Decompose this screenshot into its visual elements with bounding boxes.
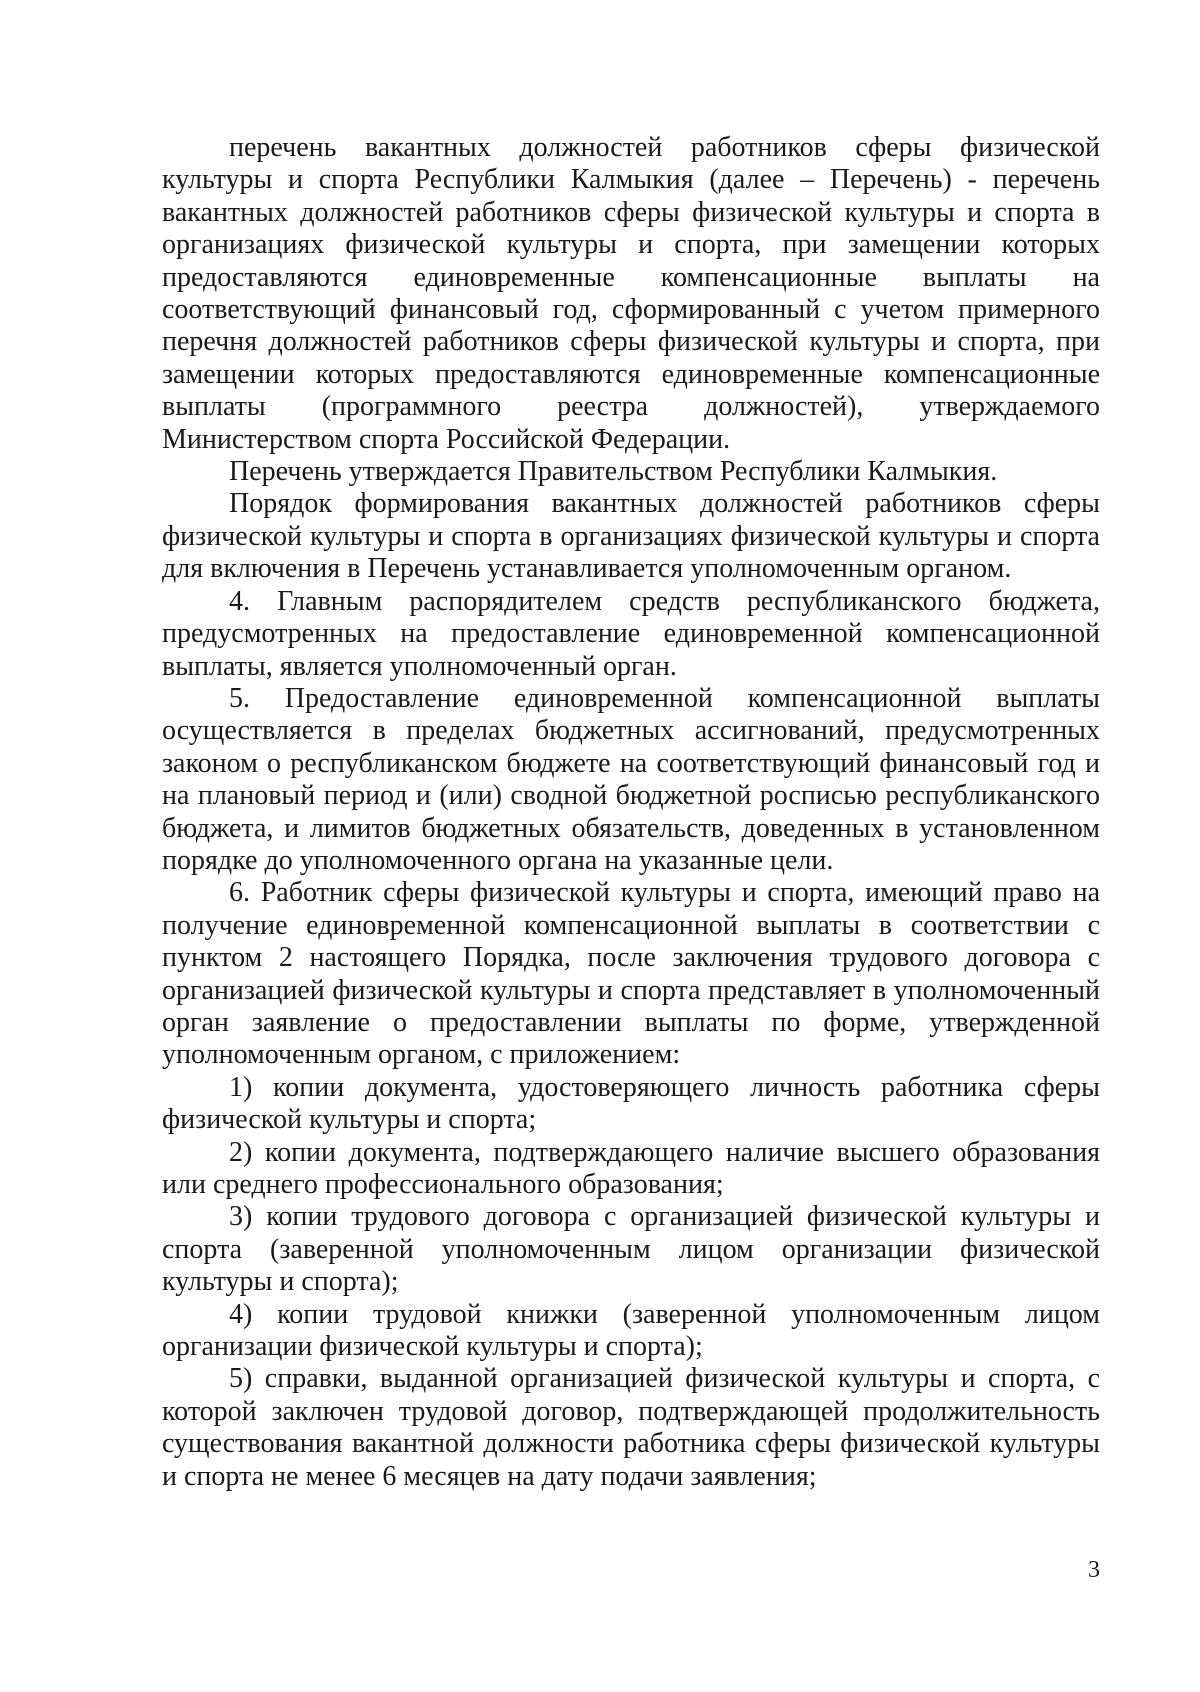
- paragraph-item-4: 4. Главным распорядителем средств республиканского бюджета, предусмотренных на предоставление единовременной компенсационной выплаты, является уполномоченный орган.: [162, 585, 1100, 682]
- paragraph-formation-procedure: Порядок формирования вакантных должностей работников сферы физической культуры и спорта в организациях физической культуры и спорта для включения в Перечень устанавливается уполномоченным органом.: [162, 488, 1100, 585]
- paragraph-item-5: 5. Предоставление единовременной компенсационной выплаты осуществляется в пределах бюджетных ассигнований, предусмотренных законом о республиканском бюджете на соответствующий финансовый год и на плановый период и (или) сводной бюджетной росписью республиканского бюджета, и лимитов бюджетных обязательств, доведенных в установленном порядке до уполномоченного органа на указанные цели.: [162, 682, 1100, 876]
- paragraph-item-6: 6. Работник сферы физической культуры и спорта, имеющий право на получение единовременной компенсационной выплаты в соответствии с пунктом 2 настоящего Порядка, после заключения трудового договора с организацией физической культуры и спорта представляет в уполномоченный орган заявление о предоставлении выплаты по форме, утвержденной уполномоченным органом, с приложением:: [162, 877, 1100, 1071]
- list-item-2: 2) копии документа, подтверждающего наличие высшего образования или среднего профессионального образования;: [162, 1136, 1100, 1200]
- paragraph-list-approval: Перечень утверждается Правительством Республики Калмыкия.: [229, 456, 998, 488]
- list-item-5: 5) справки, выданной организацией физической культуры и спорта, с которой заключен трудовой договор, подтверждающей продолжительность существования вакантной должности работника сферы физической культуры и спорта не менее 6 месяцев на дату подачи заявления;: [162, 1363, 1100, 1492]
- paragraph-vacancy-list-definition: перечень вакантных должностей работников сферы физической культуры и спорта Республики Калмыкия (далее – Перечень) - перечень вакантных должностей работников сферы физической культуры и спорта в организациях физической культуры и спорта, при замещении которых предоставляются единовременные компенсационные выплаты на соответствующий финансовый год, сформированный с учетом примерного перечня должностей работников сферы физической культуры и спорта, при замещении которых предоставляются единовременные компенсационные выплаты (программного реестра должностей), утверждаемого Министерством спорта Российской Федерации.: [162, 132, 1100, 455]
- list-item-3: 3) копии трудового договора с организацией физической культуры и спорта (заверенной уполномоченным лицом организации физической культуры и спорта);: [162, 1201, 1100, 1298]
- list-item-1: 1) копии документа, удостоверяющего личность работника сферы физической культуры и спорта;: [162, 1071, 1100, 1136]
- document-body: [162, 132, 1100, 1493]
- list-item-4: 4) копии трудовой книжки (заверенной уполномоченным лицом организации физической культуры и спорта);: [162, 1298, 1100, 1363]
- page-number: 3: [1088, 1557, 1100, 1583]
